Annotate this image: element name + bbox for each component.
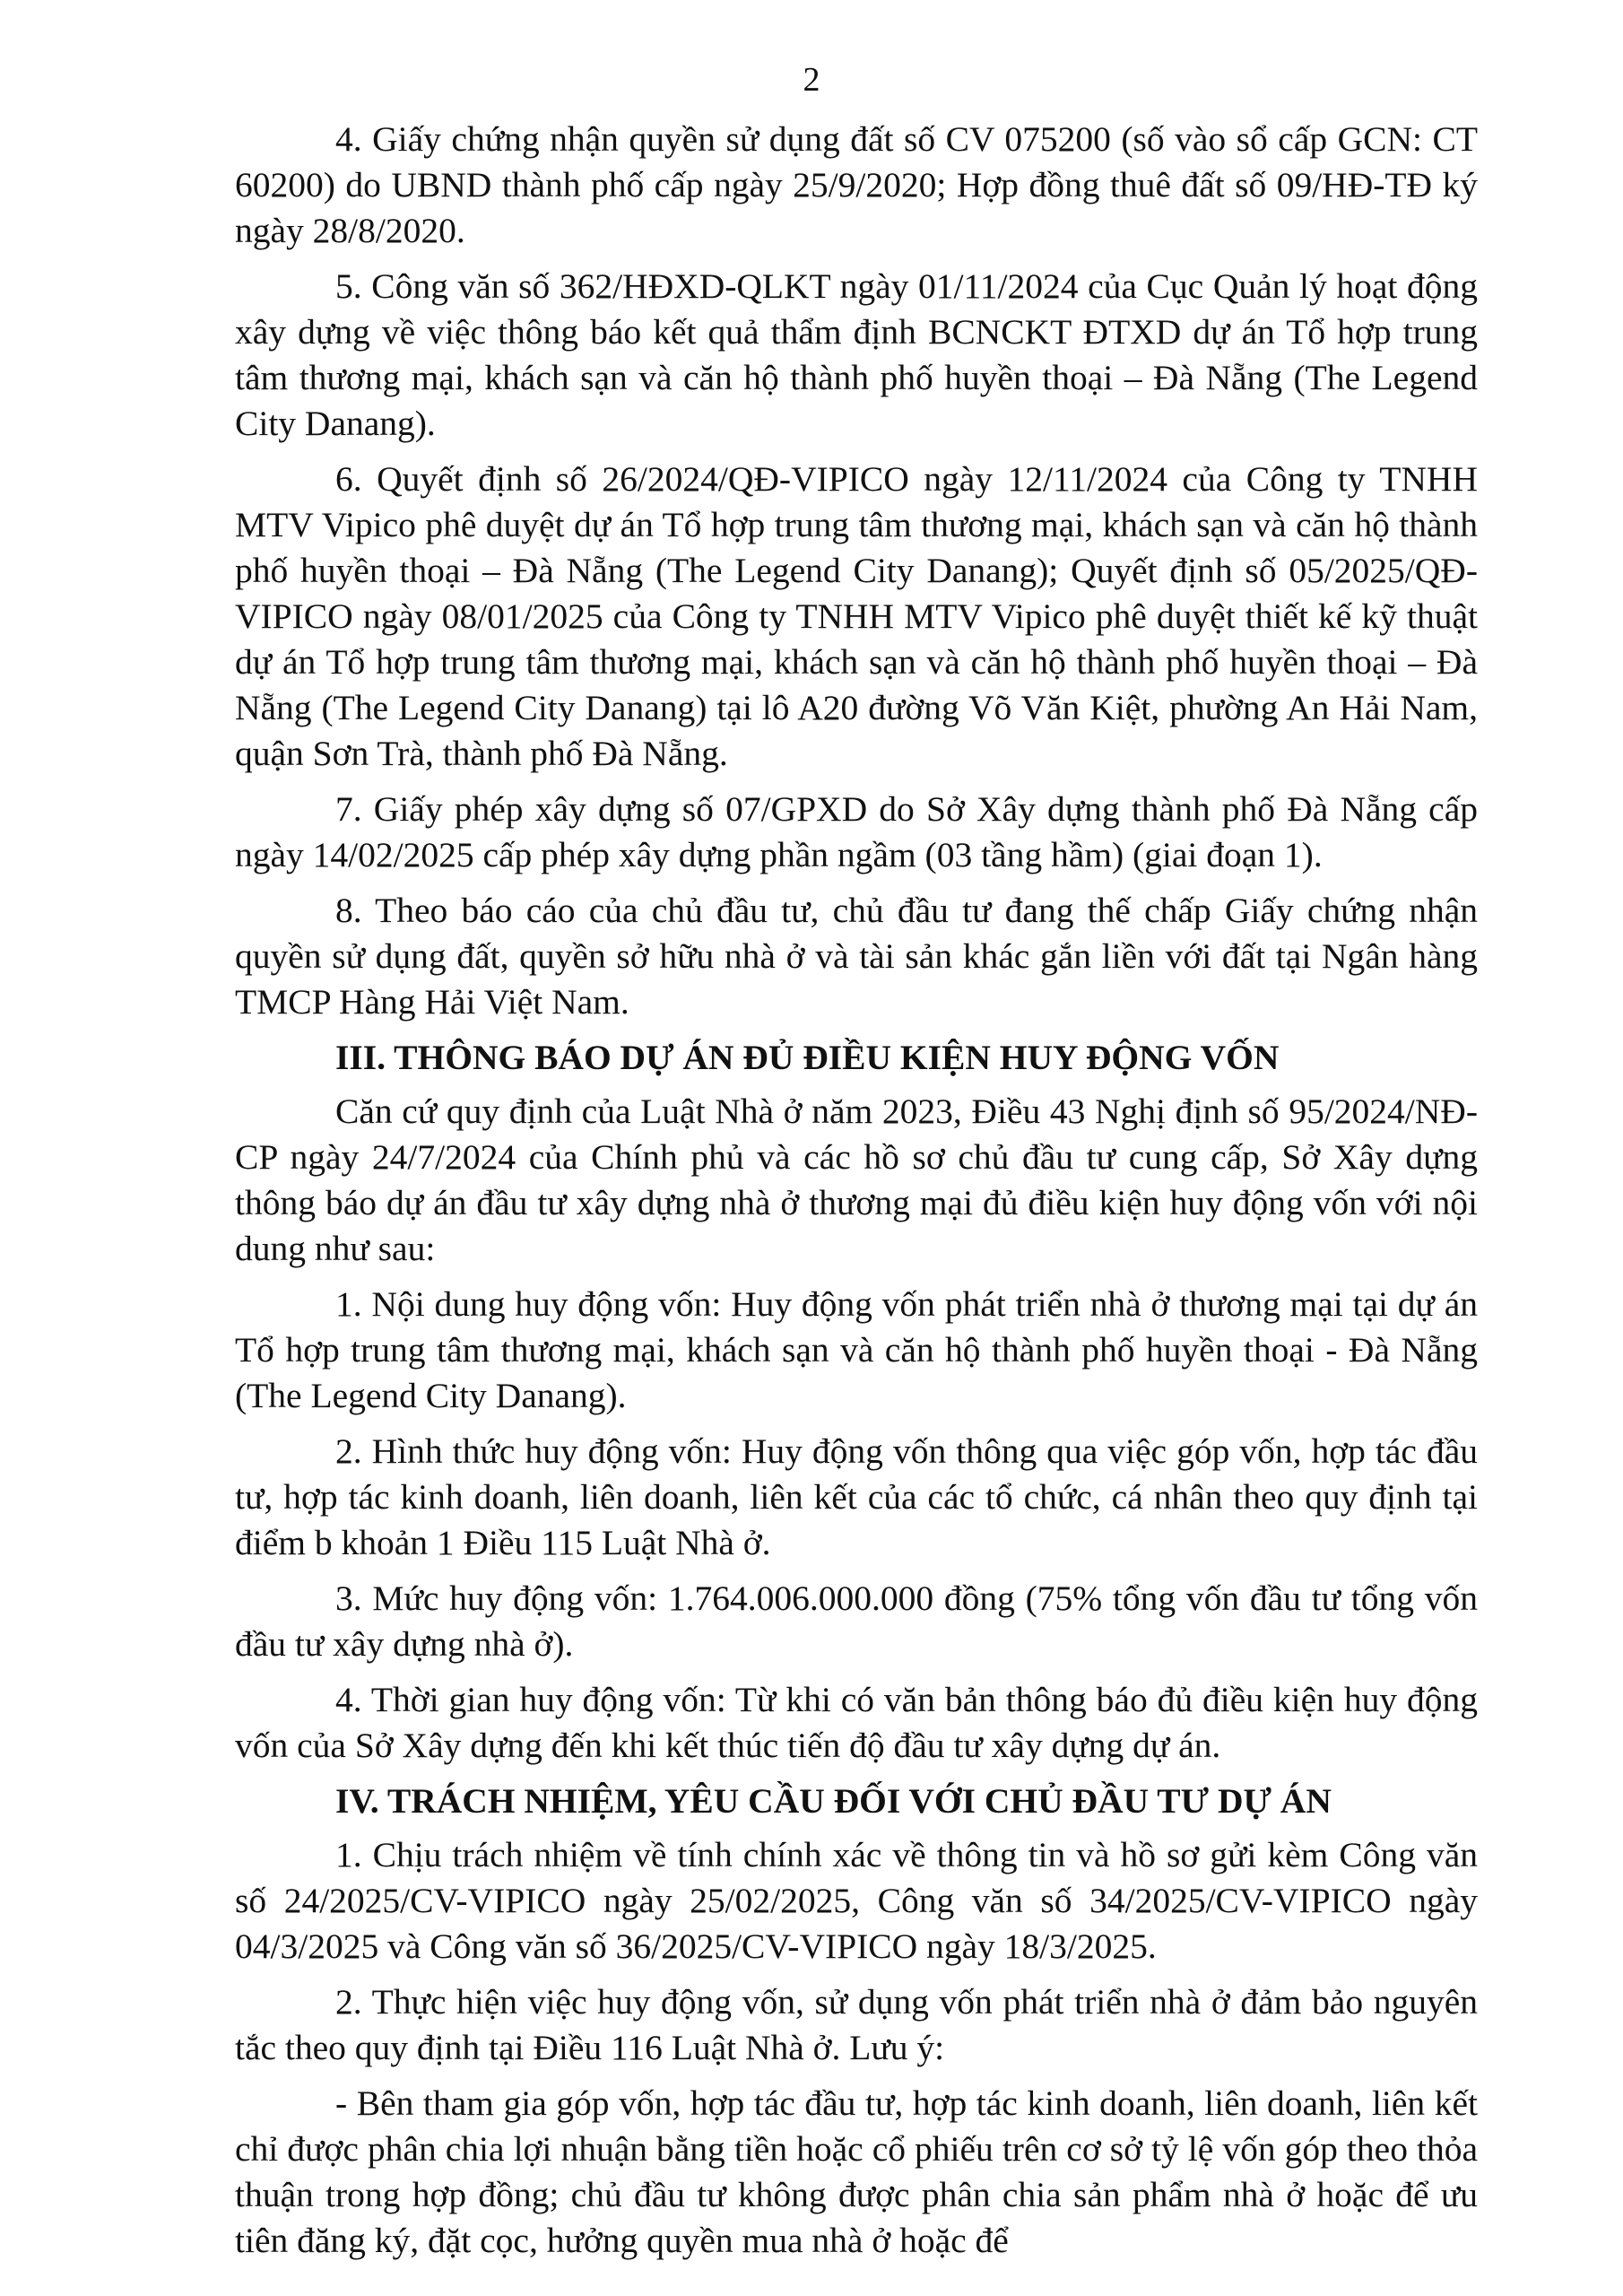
section-3-item-3: 3. Mức huy động vốn: 1.764.006.000.000 đồng (75% tổng vốn đầu tư tổng vốn đầu tư xây dựng nhà ở). <box>235 1578 1478 1664</box>
paragraph-item-4: 4. Giấy chứng nhận quyền sử dụng đất số CV 075200 (số vào sổ cấp GCN: CT 60200) do UBND thành phố cấp ngày 25/9/2020; Hợp đồng thuê đất số 09/HĐ-TĐ ký ngày 28/8/2020. <box>235 119 1478 250</box>
section-4-bullet: - Bên tham gia góp vốn, hợp tác đầu tư, hợp tác kinh doanh, liên doanh, liên kết chỉ được phân chia lợi nhuận bằng tiền hoặc cổ phiếu trên cơ sở tỷ lệ vốn góp theo thỏa thuận trong hợp đồng; chủ đầu tư không được phân chia sản phẩm nhà ở hoặc để ưu tiên đăng ký, đặt cọc, hưởng quyền mua nhà ở hoặc để <box>235 2083 1478 2260</box>
section-3-intro: Căn cứ quy định của Luật Nhà ở năm 2023, Điều 43 Nghị định số 95/2024/NĐ-CP ngày 24/7/2024 của Chính phủ và các hồ sơ chủ đầu tư cung cấp, Sở Xây dựng thông báo dự án đầu tư xây dựng nhà ở thương mại đủ điều kiện huy động vốn với nội dung như sau: <box>235 1091 1478 1268</box>
section-3-item-1: 1. Nội dung huy động vốn: Huy động vốn phát triển nhà ở thương mại tại dự án Tổ hợp trung tâm thương mại, khách sạn và căn hộ thành phố huyền thoại - Đà Nẵng (The Legend City Danang). <box>235 1284 1478 1415</box>
document-body <box>235 117 1478 2274</box>
section-4-item-2: 2. Thực hiện việc huy động vốn, sử dụng vốn phát triển nhà ở đảm bảo nguyên tắc theo quy định tại Điều 116 Luật Nhà ở. Lưu ý: <box>235 1982 1478 2067</box>
paragraph-item-7: 7. Giấy phép xây dựng số 07/GPXD do Sở Xây dựng thành phố Đà Nẵng cấp ngày 14/02/2025 cấp phép xây dựng phần ngầm (03 tầng hầm) (giai đoạn 1). <box>235 789 1478 874</box>
section-4-heading: IV. TRÁCH NHIỆM, YÊU CẦU ĐỐI VỚI CHỦ ĐẦU TƯ DỰ ÁN <box>335 1781 1332 1821</box>
section-3-item-4: 4. Thời gian huy động vốn: Từ khi có văn bản thông báo đủ điều kiện huy động vốn của Sở Xây dựng đến khi kết thúc tiến độ đầu tư xây dựng dự án. <box>235 1680 1478 1765</box>
section-4-item-1: 1. Chịu trách nhiệm về tính chính xác về thông tin và hồ sơ gửi kèm Công văn số 24/2025/CV-VIPICO ngày 25/02/2025, Công văn số 34/2025/CV-VIPICO ngày 04/3/2025 và Công văn số 36/2025/CV-VIPICO ngày 18/3/2025. <box>235 1835 1478 1966</box>
page-number: 2 <box>803 61 820 99</box>
section-3-item-2: 2. Hình thức huy động vốn: Huy động vốn thông qua việc góp vốn, hợp tác đầu tư, hợp tác kinh doanh, liên doanh, liên kết của các tổ chức, cá nhân theo quy định tại điểm b khoản 1 Điều 115 Luật Nhà ở. <box>235 1431 1478 1562</box>
paragraph-item-6: 6. Quyết định số 26/2024/QĐ-VIPICO ngày 12/11/2024 của Công ty TNHH MTV Vipico phê duyệt dự án Tổ hợp trung tâm thương mại, khách sạn và căn hộ thành phố huyền thoại – Đà Nẵng (The Legend City Danang); Quyết định số 05/2025/QĐ-VIPICO ngày 08/01/2025 của Công ty TNHH MTV Vipico phê duyệt thiết kế kỹ thuật dự án Tổ hợp trung tâm thương mại, khách sạn và căn hộ thành phố huyền thoại – Đà Nẵng (The Legend City Danang) tại lô A20 đường Võ Văn Kiệt, phường An Hải Nam, quận Sơn Trà, thành phố Đà Nẵng. <box>235 459 1478 773</box>
paragraph-item-5: 5. Công văn số 362/HĐXD-QLKT ngày 01/11/2024 của Cục Quản lý hoạt động xây dựng về việc thông báo kết quả thẩm định BCNCKT ĐTXD dự án Tổ hợp trung tâm thương mại, khách sạn và căn hộ thành phố huyền thoại – Đà Nẵng (The Legend City Danang). <box>235 266 1478 443</box>
section-3-heading: III. THÔNG BÁO DỰ ÁN ĐỦ ĐIỀU KIỆN HUY ĐỘNG VỐN <box>335 1038 1280 1077</box>
paragraph-item-8: 8. Theo báo cáo của chủ đầu tư, chủ đầu tư đang thế chấp Giấy chứng nhận quyền sử dụng đất, quyền sở hữu nhà ở và tài sản khác gắn liền với đất tại Ngân hàng TMCP Hàng Hải Việt Nam. <box>235 891 1478 1022</box>
